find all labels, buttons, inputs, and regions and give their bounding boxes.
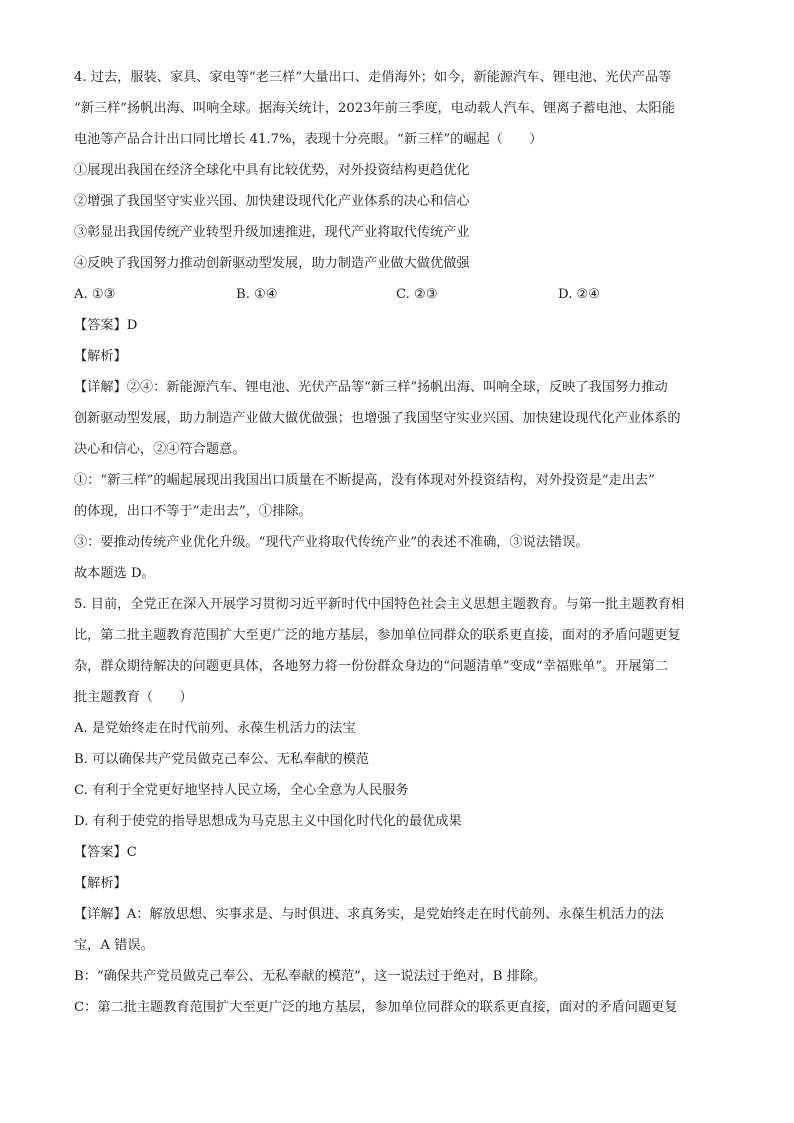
question-5-option-d: D. 有利于使党的指导思想成为马克思主义中国化时代化的最优成果 [74, 814, 462, 829]
question-4-stem-line: “新三样”扬帆出海、叫响全球。据海关统计，2023年前三季度，电动载人汽车、锂离子蓄电池、太阳能 [74, 101, 675, 116]
question-4-explanation-line: 【详解】②④：新能源汽车、锂电池、光伏产品等“新三样”扬帆出海、叫响全球，反映了我国努力推动 [74, 380, 668, 395]
question-4-option-b: B. ①④ [236, 287, 278, 302]
question-4-option-c: C. ②③ [396, 287, 438, 302]
question-5-explanation-line: 【详解】A：解放思想、实事求是、与时俱进、求真务实，是党始终走在时代前列、永葆生机活力的法 [74, 907, 664, 922]
question-4-explanation-line: ③：要推动传统产业优化升级。“现代产业将取代传统产业”的表述不准确，③说法错误。 [74, 535, 589, 550]
document-page [74, 62, 724, 1023]
question-4-options [74, 279, 724, 310]
question-5-analysis-label: 【解析】 [74, 876, 127, 891]
question-4-statement: ①展现出我国在经济全球化中具有比较优势，对外投资结构更趋优化 [74, 163, 470, 178]
question-4-explanation-line: 的体现，出口不等于“走出去”，①排除。 [74, 504, 312, 519]
question-5-stem-line: 杂，群众期待解决的问题更具体，各地努力将一份份群众身边的“问题清单”变成“幸福账单”。开展第二 [74, 659, 669, 674]
question-5-stem-line: 比，第二批主题教育范围扩大至更广泛的地方基层，参加单位同群众的联系更直接，面对的矛盾问题更复 [74, 628, 681, 643]
question-5-option-b: B. 可以确保共产党员做克己奉公、无私奉献的模范 [74, 752, 370, 767]
question-4-statement: ②增强了我国坚守实业兴国、加快建设现代化产业体系的决心和信心 [74, 194, 470, 209]
question-4-explanation-line: 决心和信心，②④符合题意。 [74, 442, 246, 457]
question-4-stem-line: 电池等产品合计出口同比增长 41.7%，表现十分亮眼。“新三样”的崛起（ ） [74, 132, 543, 147]
question-4-option-a: A. ①③ [74, 287, 116, 302]
question-5-explanation-line: B：“确保共产党员做克己奉公、无私奉献的模范”，这一说法过于绝对，B 排除。 [74, 969, 547, 984]
question-5-option-a: A. 是党始终走在时代前列、永葆生机活力的法宝 [74, 721, 356, 736]
question-4-stem-line: 4. 过去，服装、家具、家电等“老三样”大量出口、走俏海外；如今，新能源汽车、锂电池、光伏产品等 [74, 70, 672, 85]
question-5-stem-line: 5. 目前，全党正在深入开展学习贯彻习近平新时代中国特色社会主义思想主题教育。与第一批主题教育相 [74, 597, 685, 612]
question-5-option-c: C. 有利于全党更好地坚持人民立场，全心全意为人民服务 [74, 783, 409, 798]
question-5-explanation-line: 宝，A 错误。 [74, 938, 154, 953]
question-4 [74, 62, 724, 589]
question-5-answer: 【答案】C [74, 845, 137, 860]
question-4-analysis-label: 【解析】 [74, 349, 127, 364]
question-5-explanation-line: C：第二批主题教育范围扩大至更广泛的地方基层，参加单位同群众的联系更直接，面对的矛盾问题更复 [74, 1000, 678, 1015]
question-4-explanation-line: ①：“新三样”的崛起展现出我国出口质量在不断提高，没有体现对外投资结构，对外投资是“走出去” [74, 473, 655, 488]
question-4-statement: ④反映了我国努力推动创新驱动型发展，助力制造产业做大做优做强 [74, 256, 470, 271]
question-4-explanation-line: 创新驱动型发展，助力制造产业做大做优做强；也增强了我国坚守实业兴国、加快建设现代化产业体系的 [74, 411, 681, 426]
question-4-explanation-line: 故本题选 D。 [74, 566, 155, 581]
question-5-stem-line: 批主题教育（ ） [74, 690, 193, 705]
question-4-statement: ③彰显出我国传统产业转型升级加速推进，现代产业将取代传统产业 [74, 225, 470, 240]
question-4-option-d: D. ②④ [558, 287, 601, 302]
question-4-answer: 【答案】D [74, 318, 138, 333]
question-5 [74, 589, 724, 1023]
